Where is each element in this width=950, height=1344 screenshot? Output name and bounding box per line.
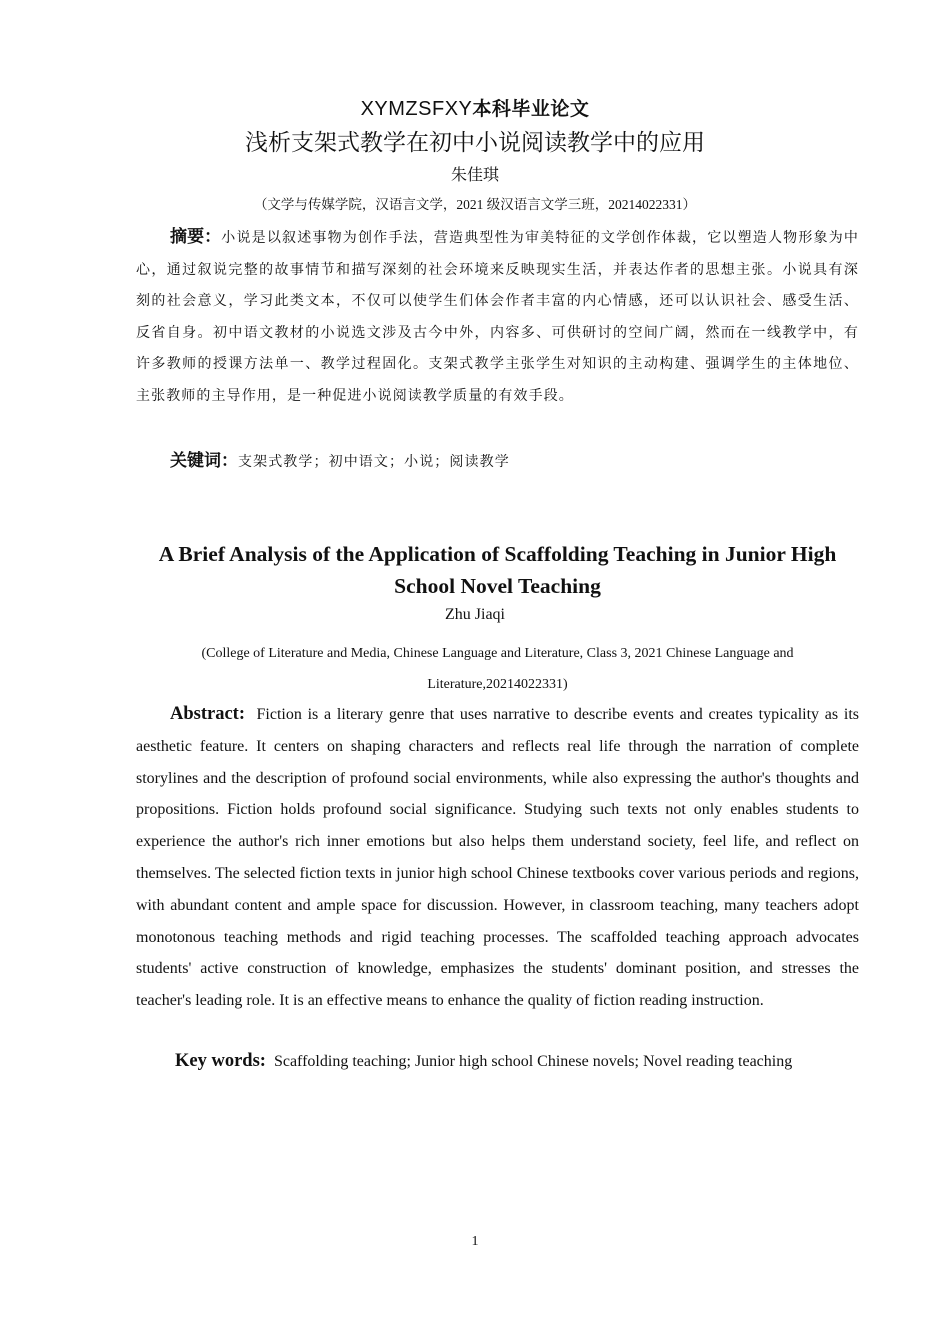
english-abstract-text: Fiction is a literary genre that uses narrative to describe events and creates typicality as its aesthetic feature. It centers on shaping characters and reflects real life through the narration of complete storylines and the description of profound social environments, while also expressing the author's thoughts and propositions. Fiction holds profound social significance. Studying such texts not only enables students to experience the author's rich inner emotions but also helps them understand society, feel life, and reflect on themselves. The selected fiction texts in junior high school Chinese textbooks cover various periods and regions, with abundant content and ample space for discussion. However, in classroom teaching, many teachers adopt monotonous teaching methods and rigid teaching processes. The scaffolded teaching approach advocates students' active construction of knowledge, emphasizes the students' dominant position, and stresses the teacher's leading role. It is an effective means to enhance the quality of fiction reading instruction. [136,706,859,1010]
page-number: 1 [471,1234,479,1249]
chinese-keywords-text: 支架式教学；初中语文；小说；阅读教学 [238,454,510,470]
thesis-type: 本科毕业论文 [472,98,590,120]
english-keywords [175,1051,792,1072]
english-affiliation: (College of Literature and Media, Chinese Language and Literature, Class 3, 2021 Chinese Language and Literature,20214022331) [201,646,794,692]
english-title: A Brief Analysis of the Application of Scaffolding Teaching in Junior High School Novel Teaching [158,542,837,598]
chinese-abstract-label: 摘要： [170,227,222,247]
chinese-author: 朱佳琪 [450,165,499,184]
english-abstract-label: Abstract: [170,704,246,724]
chinese-keywords [170,446,510,471]
english-keywords-label: Key words: [175,1051,266,1071]
english-keywords-text: Scaffolding teaching; Junior high school Chinese novels; Novel reading teaching [273,1053,793,1070]
school-code: XYMZSFXY [360,98,473,120]
chinese-title: 浅析支架式教学在初中小说阅读教学中的应用 [245,130,705,156]
english-author: Zhu Jiaqi [445,606,505,623]
chinese-affiliation: （文学与传媒学院，汉语言文学，2021 级汉语言文学三班，20214022331） [253,197,697,212]
chinese-abstract [136,222,859,412]
chinese-keywords-label: 关键词： [170,451,238,471]
thesis-header [0,94,950,121]
english-abstract [136,699,859,1017]
chinese-abstract-text: 小说是以叙述事物为创作手法，营造典型性为审美特征的文学创作体裁，它以塑造人物形象为中心，通过叙说完整的故事情节和描写深刻的社会环境来反映现实生活，并表达作者的思想主张。小说具有深刻的社会意义，学习此类文本，不仅可以使学生们体会作者丰富的内心情感，还可以认识社会、感受生活、反省自身。初中语文教材的小说选文涉及古今中外，内容多、可供研讨的空间广阔，然而在一线教学中，有许多教师的授课方法单一、教学过程固化。支架式教学主张学生对知识的主动构建、强调学生的主体地位、主张教师的主导作用，是一种促进小说阅读教学质量的有效手段。 [136,230,860,404]
